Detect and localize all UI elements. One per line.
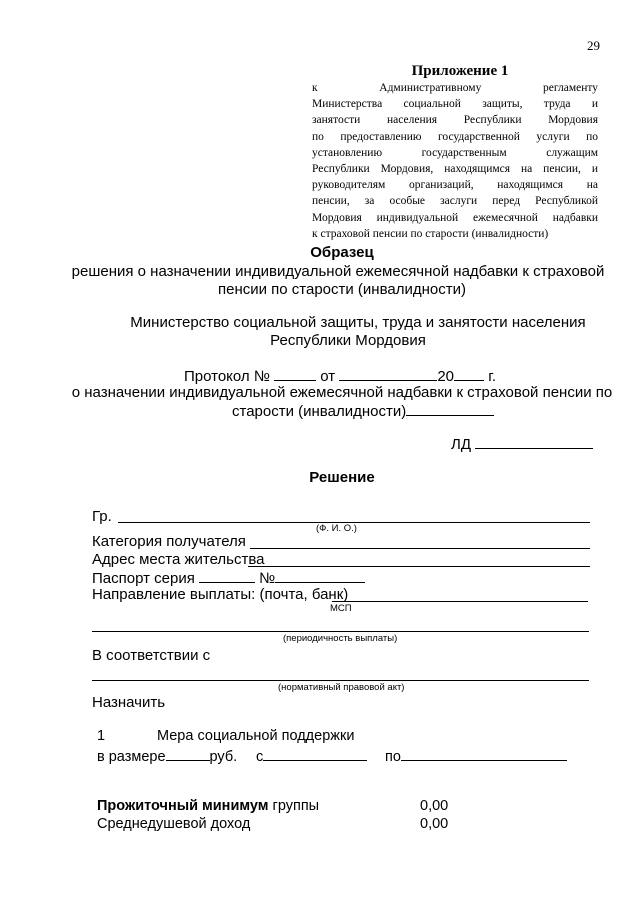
fio-caption: (Ф. И. О.)	[316, 523, 357, 534]
appendix-title: Приложение 1	[411, 63, 509, 79]
measure-from-line	[256, 746, 367, 765]
sample-title: Образец	[310, 244, 374, 261]
according-label: В соответствии с	[92, 647, 211, 664]
protocol-description-field[interactable]	[406, 401, 494, 416]
protocol-label: Протокол №	[184, 368, 270, 385]
passport-line	[92, 568, 365, 587]
measure-to-line	[385, 746, 567, 765]
payment-direction-field[interactable]	[332, 601, 588, 602]
appendix-block	[312, 62, 598, 242]
protocol-from-label: от	[320, 368, 336, 385]
payment-direction-label: Направление выплаты: (почта, банк)	[92, 586, 349, 603]
protocol-date-field[interactable]	[339, 366, 437, 381]
category-field[interactable]	[250, 548, 590, 549]
appendix-line: к страховой пенсии по старости (инвалидности)	[312, 227, 549, 240]
protocol-number-field[interactable]	[274, 366, 316, 381]
periodicity-field[interactable]	[92, 631, 589, 632]
legal-act-field[interactable]	[92, 680, 589, 681]
passport-series-label: Паспорт серия	[92, 570, 195, 587]
ld-line	[451, 434, 593, 453]
appendix-line: занятости населения Республики Мордовия	[312, 114, 598, 127]
address-field[interactable]	[248, 566, 590, 567]
subsistence-rest-text: группы	[268, 798, 320, 814]
from-date-field[interactable]	[263, 746, 367, 761]
passport-number-field[interactable]	[275, 568, 365, 583]
legal-act-caption: (нормативный правовой акт)	[278, 682, 405, 693]
ministry-line1: Министерство социальной защиты, труда и занятости населения	[130, 314, 586, 331]
protocol-description-line1: о назначении индивидуальной ежемесячной надбавки к страховой пенсии по	[71, 384, 613, 401]
average-income-value: 0,00	[420, 816, 449, 832]
average-income-label: Среднедушевой доход	[97, 816, 251, 832]
measure-amount-line	[97, 746, 237, 765]
protocol-description-text: старости (инвалидности)	[232, 403, 407, 420]
protocol-year-suffix: г.	[488, 368, 497, 385]
category-label: Категория получателя	[92, 533, 246, 550]
appendix-line: установлению государственным служащим	[312, 146, 598, 159]
from-label: с	[256, 749, 264, 765]
measure-title: Мера социальной поддержки	[157, 728, 355, 744]
decision-title: Решение	[309, 469, 375, 486]
appendix-line: к Административному регламенту	[312, 82, 598, 94]
appendix-line: по предоставлению государственной услуги по	[312, 130, 598, 143]
citizen-label: Гр.	[92, 508, 112, 525]
protocol-description-line2	[232, 401, 494, 420]
to-date-field[interactable]	[401, 746, 567, 761]
passport-series-field[interactable]	[199, 568, 255, 583]
currency-label: руб.	[209, 749, 238, 765]
protocol-line	[184, 366, 496, 385]
amount-label: в размере	[97, 749, 166, 765]
subsistence-minimum-value: 0,00	[420, 798, 449, 814]
passport-number-label: №	[259, 570, 276, 587]
to-label: по	[385, 749, 401, 765]
address-label: Адрес места жительства	[92, 551, 265, 568]
subsistence-minimum-label	[97, 798, 319, 814]
appendix-line: пенсии, за особые заслуги перед Республикой	[312, 195, 598, 208]
appendix-line: Республики Мордовия, находящимся на пенсии, и	[312, 163, 598, 176]
ld-label: ЛД	[451, 436, 472, 453]
sample-subtitle-line2: пенсии по старости (инвалидности)	[217, 281, 466, 298]
page-number: 29	[587, 38, 600, 53]
sample-subtitle-line1: решения о назначении индивидуальной ежемесячной надбавки к страховой	[71, 263, 605, 280]
ministry-line2: Республики Мордовия	[270, 332, 426, 349]
ld-field[interactable]	[475, 434, 593, 449]
appendix-line: руководителям организаций, находящимся на	[312, 179, 598, 192]
periodicity-caption: (периодичность выплаты)	[283, 633, 398, 644]
protocol-year-prefix: 20	[437, 368, 455, 385]
appendix-line: Мордовия индивидуальной ежемесячной надбавки	[312, 211, 598, 224]
subsistence-bold-text: Прожиточный минимум	[97, 798, 269, 814]
appendix-line: Министерства социальной защиты, труда и	[312, 98, 598, 111]
amount-field[interactable]	[166, 746, 210, 761]
assign-label: Назначить	[92, 694, 166, 711]
measure-number: 1	[97, 728, 106, 744]
msp-caption: МСП	[330, 603, 352, 614]
protocol-year-field[interactable]	[454, 366, 484, 381]
